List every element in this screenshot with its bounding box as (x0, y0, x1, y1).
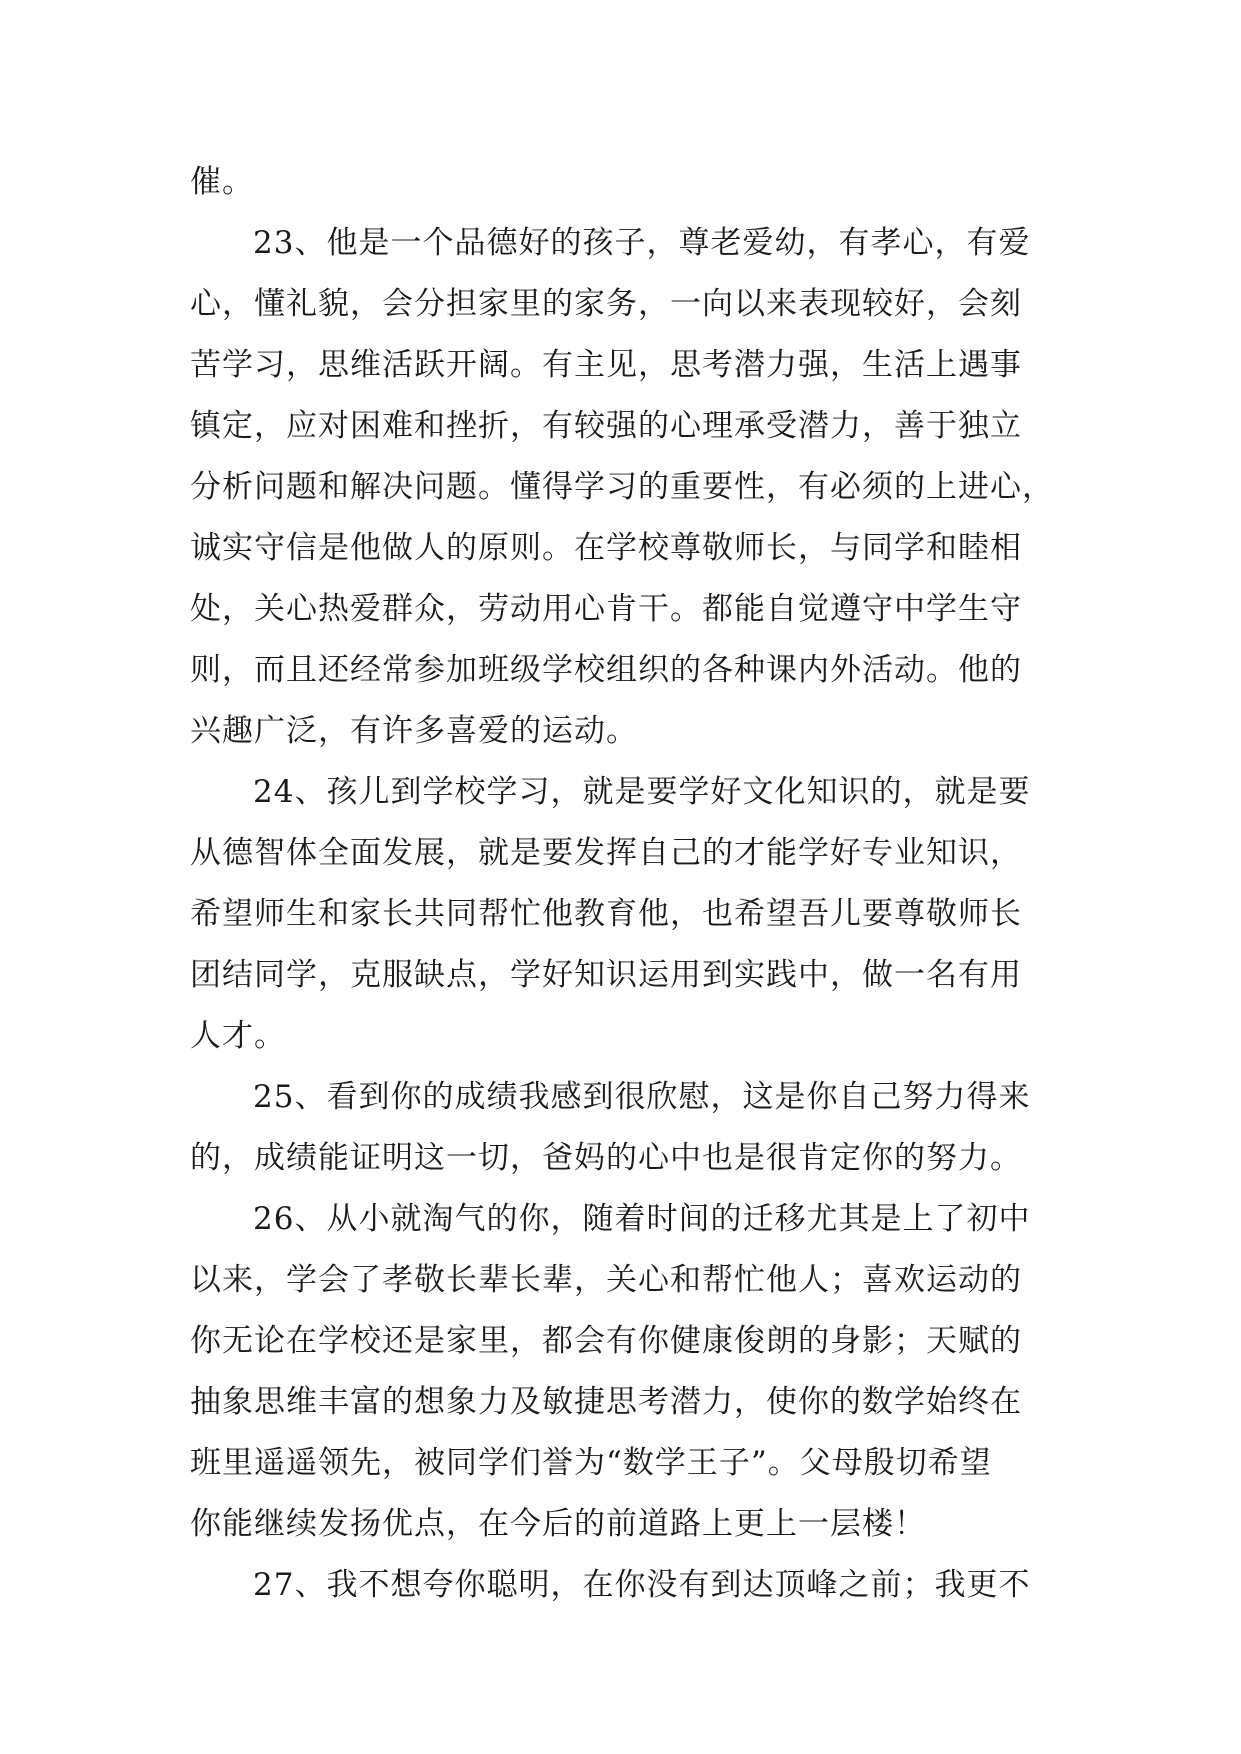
text-line: 你能继续发扬优点，在今后的前道路上更上一层楼！ (190, 1506, 926, 1542)
text-line: 心，懂礼貌，会分担家里的家务，一向以来表现较好，会刻 (190, 286, 1022, 322)
text-line: 苦学习，思维活跃开阔。有主见，思考潜力强，生活上遇事 (190, 347, 1022, 383)
text-line: 则，而且还经常参加班级学校组织的各种课内外活动。他的 (190, 652, 1022, 688)
paragraph-start-27: 27、我不想夸你聪明，在你没有到达顶峰之前；我更不 (253, 1567, 1031, 1603)
text-line: 处，关心热爱群众，劳动用心肯干。都能自觉遵守中学生守 (190, 591, 1022, 627)
text-line: 你无论在学校还是家里，都会有你健康俊朗的身影；天赋的 (190, 1323, 1022, 1359)
text-line: 希望师生和家长共同帮忙他教育他，也希望吾儿要尊敬师长 (190, 896, 1022, 932)
paragraph-start-25: 25、看到你的成绩我感到很欣慰，这是你自己努力得来 (253, 1079, 1031, 1115)
text-line: 诚实守信是他做人的原则。在学校尊敬师长，与同学和睦相 (190, 530, 1022, 566)
text-line: 的，成绩能证明这一切，爸妈的心中也是很肯定你的努力。 (190, 1140, 1022, 1176)
text-line: 从德智体全面发展，就是要发挥自己的才能学好专业知识， (190, 835, 1022, 871)
body-text (190, 152, 1055, 1616)
text-line: 催。 (190, 164, 254, 200)
text-line: 以来，学会了孝敬长辈长辈，关心和帮忙他人；喜欢运动的 (190, 1262, 1022, 1298)
text-line: 镇定，应对困难和挫折，有较强的心理承受潜力，善于独立 (190, 408, 1022, 444)
paragraph-start-23: 23、他是一个品德好的孩子，尊老爱幼，有孝心，有爱 (253, 225, 1031, 261)
paragraph-start-24: 24、孩儿到学校学习，就是要学好文化知识的，就是要 (253, 774, 1031, 810)
text-line: 兴趣广泛，有许多喜爱的运动。 (190, 713, 638, 749)
text-line: 人才。 (190, 1018, 286, 1054)
text-line: 分析问题和解决问题。懂得学习的重要性，有必须的上进心， (190, 469, 1054, 505)
paragraph-start-26: 26、从小就淘气的你，随着时间的迁移尤其是上了初中 (253, 1201, 1031, 1237)
text-line: 抽象思维丰富的想象力及敏捷思考潜力，使你的数学始终在 (190, 1384, 1022, 1420)
text-line: 班里遥遥领先，被同学们誉为“数学王子”。父母殷切希望 (190, 1445, 992, 1481)
text-line: 团结同学，克服缺点，学好知识运用到实践中，做一名有用 (190, 957, 1022, 993)
